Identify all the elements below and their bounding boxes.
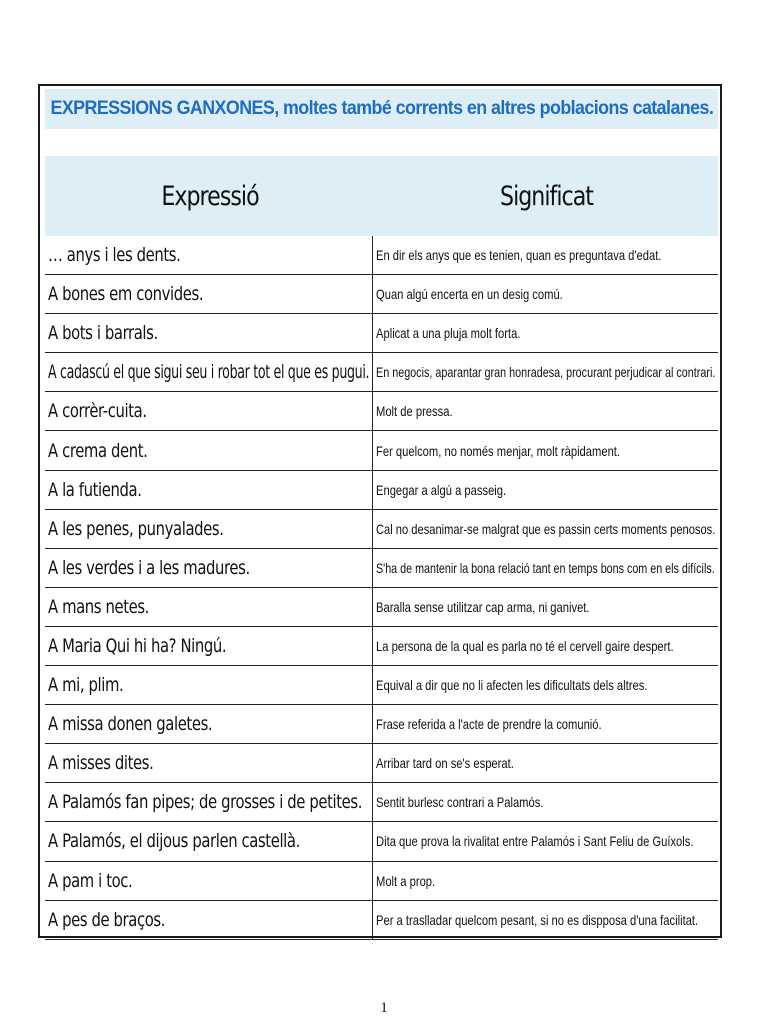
meaning-text: Per a traslladar quelcom pesant, si no es dispposa d'una facilitat. [375, 911, 698, 928]
expression-text: A Palamós fan pipes; de grosses i de petites. [48, 791, 363, 814]
table-row [45, 431, 718, 470]
meaning-text: Baralla sense utilitzar cap arma, ni ganivet. [375, 598, 590, 615]
meaning-cell [373, 471, 718, 509]
expression-cell [45, 744, 373, 782]
meaning-cell [373, 275, 718, 313]
column-header-expression: Expressió [161, 180, 259, 212]
meaning-cell [373, 822, 718, 860]
meaning-cell [373, 353, 718, 391]
table-title-bar [45, 89, 718, 129]
meaning-cell [373, 392, 718, 430]
meaning-text: La persona de la qual es parla no té el cervell gaire despert. [375, 637, 674, 654]
expression-text: A Maria Qui hi ha? Ningú. [48, 634, 227, 657]
expression-cell [45, 471, 373, 509]
expression-cell [45, 901, 373, 939]
meaning-cell [373, 862, 718, 900]
expression-text: A bots i barrals. [48, 322, 158, 345]
meaning-cell [373, 236, 718, 274]
meaning-text: Equival a dir que no li afecten les dificultats dels altres. [375, 677, 647, 694]
expression-cell [45, 549, 373, 587]
expression-cell [45, 353, 373, 391]
meaning-text: Dita que prova la rivalitat entre Palamós i Sant Feliu de Guíxols. [375, 833, 694, 850]
expression-cell [45, 666, 373, 704]
expression-text: A missa donen galetes. [48, 713, 213, 736]
expression-cell [45, 431, 373, 469]
table-row [45, 549, 718, 588]
table-row [45, 236, 718, 275]
table-row [45, 627, 718, 666]
table-body [45, 236, 718, 940]
table-row [45, 901, 718, 940]
expression-cell [45, 705, 373, 743]
expression-text: A pes de braços. [48, 908, 166, 931]
meaning-text: Fer quelcom, no només menjar, molt ràpidament. [375, 442, 620, 459]
expression-cell [45, 822, 373, 860]
expression-text: A la futienda. [48, 478, 142, 501]
meaning-cell [373, 549, 718, 587]
expression-text: A mans netes. [48, 595, 149, 618]
expression-text: A les verdes i a les madures. [48, 556, 250, 579]
table-row [45, 744, 718, 783]
table-row [45, 353, 718, 392]
table-row [45, 588, 718, 627]
meaning-text: Aplicat a una pluja molt forta. [375, 325, 520, 342]
meaning-text: En dir els anys que es tenien, quan es preguntava d'edat. [375, 247, 661, 264]
meaning-cell [373, 314, 718, 352]
meaning-text: Molt a prop. [375, 872, 435, 889]
expression-text: A misses dites. [48, 752, 154, 775]
meaning-cell [373, 901, 718, 939]
expressions-table [38, 84, 722, 938]
table-row [45, 314, 718, 353]
column-header-row [45, 156, 718, 236]
expression-text: A les penes, punyalades. [48, 517, 224, 540]
expression-cell [45, 236, 373, 274]
expression-text: A Palamós, el dijous parlen castellà. [48, 830, 300, 853]
expression-cell [45, 275, 373, 313]
meaning-cell [373, 627, 718, 665]
table-row [45, 705, 718, 744]
table-row [45, 471, 718, 510]
expression-cell [45, 627, 373, 665]
table-row [45, 666, 718, 705]
expression-cell [45, 862, 373, 900]
column-header-meaning: Significat [500, 180, 593, 212]
meaning-cell [373, 744, 718, 782]
expression-text: A cadascú el que sigui seu i robar tot el que es pugui. [48, 361, 370, 384]
table-row [45, 275, 718, 314]
table-title: EXPRESSIONS GANXONES, moltes també corrents en altres poblacions catalanes. [50, 98, 713, 119]
meaning-cell [373, 588, 718, 626]
meaning-cell [373, 510, 718, 548]
meaning-text: Quan algú encerta en un desig comú. [375, 286, 563, 303]
table-row [45, 822, 718, 861]
meaning-cell [373, 705, 718, 743]
expression-cell [45, 314, 373, 352]
meaning-text: Molt de pressa. [375, 403, 453, 420]
table-row [45, 862, 718, 901]
expression-text: A bones em convides. [48, 283, 204, 306]
table-row [45, 510, 718, 549]
expression-text: A crema dent. [48, 439, 148, 462]
page-number: 1 [380, 1000, 388, 1016]
expression-text: A corrèr-cuita. [48, 400, 147, 423]
expression-cell [45, 392, 373, 430]
meaning-cell [373, 783, 718, 821]
meaning-cell [373, 666, 718, 704]
meaning-text: Engegar a algú a passeig. [375, 481, 506, 498]
table-row [45, 783, 718, 822]
expression-text: A pam i toc. [48, 869, 133, 892]
meaning-text: Cal no desanimar-se malgrat que es passin certs moments penosos. [375, 520, 715, 537]
expression-cell [45, 588, 373, 626]
meaning-text: S'ha de mantenir la bona relació tant en temps bons com en els difícils. [375, 559, 715, 576]
expression-text: A mi, plim. [48, 674, 124, 697]
meaning-text: Frase referida a l'acte de prendre la comunió. [375, 716, 602, 733]
meaning-text: Arribar tard on se's esperat. [375, 755, 514, 772]
meaning-cell [373, 431, 718, 469]
meaning-text: En negocis, aparantar gran honradesa, procurant perjudicar al contrari. [375, 364, 715, 381]
meaning-text: Sentit burlesc contrari a Palamós. [375, 794, 544, 811]
expression-cell [45, 783, 373, 821]
table-row [45, 392, 718, 431]
expression-cell [45, 510, 373, 548]
expression-text: … anys i les dents. [48, 244, 181, 267]
